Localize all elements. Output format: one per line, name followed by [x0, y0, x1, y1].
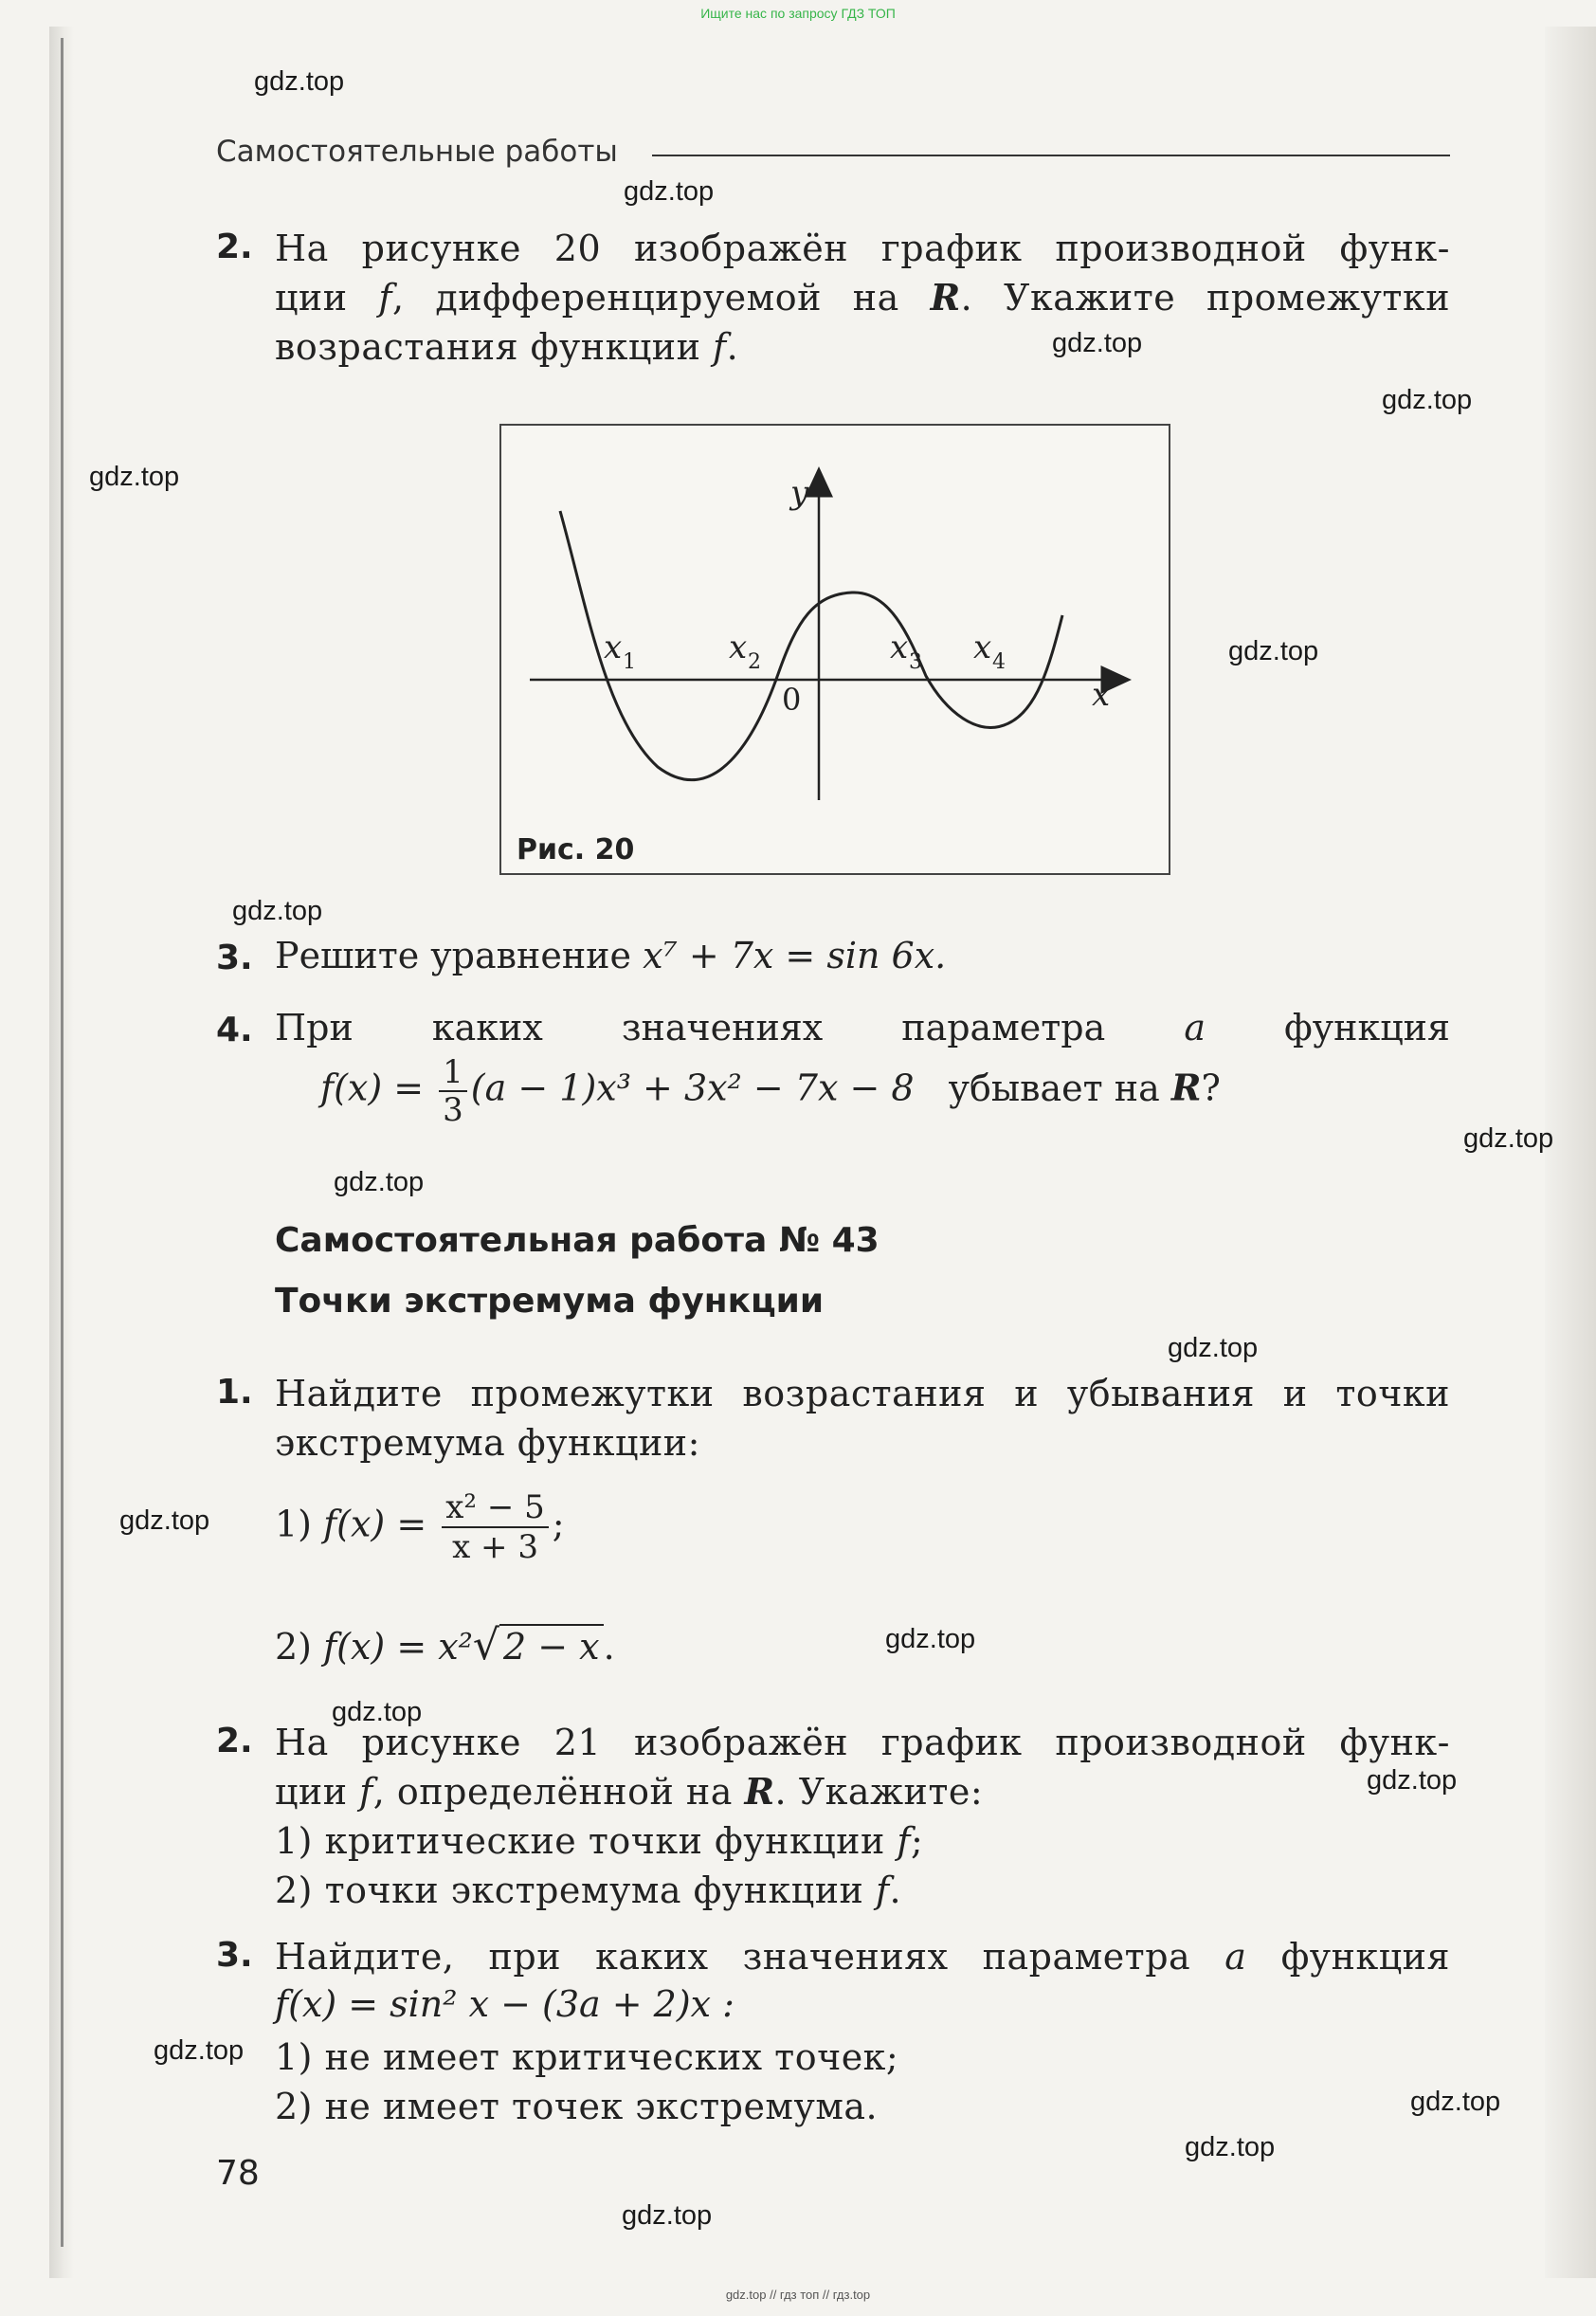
task-text-line: возрастания функции f. [275, 326, 739, 368]
bottom-note[interactable]: gdz.top // гдз топ // гдз.top [725, 2288, 871, 2302]
task-number: 2. [216, 228, 253, 266]
task-number: 2. [216, 1722, 253, 1760]
work-title: Самостоятельная работа № 43 [275, 1221, 880, 1260]
running-header: Самостоятельные работы [216, 135, 618, 169]
task-text-line: При каких значениях параметра a функция [275, 1007, 1450, 1049]
task-text-line: ции f, определённой на R. Укажите: [275, 1770, 984, 1813]
formula-line: 1) f(x) = $\frac{\text{x² − 5}}{x + 3}$ ; [275, 1488, 565, 1566]
watermark: gdz.top [1228, 636, 1319, 666]
task-text-line: Найдите промежутки возрастания и убывания и точки [275, 1373, 1450, 1414]
x2-subscript: 2 [748, 650, 761, 674]
x3-subscript: 3 [909, 650, 922, 674]
task-number: 3. [216, 1936, 253, 1975]
derivative-graph [501, 426, 1169, 873]
watermark: gdz.top [622, 2200, 713, 2231]
x-axis-label: x [1092, 676, 1111, 714]
watermark: gdz.top [232, 896, 323, 926]
formula-line: f(x) = sin² x − (3a + 2)x : [275, 1983, 735, 2025]
task-text-line: экстремума функции: [275, 1422, 700, 1464]
task-text-line: 1) не имеет критических точек; [275, 2036, 899, 2078]
watermark: gdz.top [254, 66, 345, 97]
page-number: 78 [216, 2154, 260, 2193]
task-number: 3. [216, 939, 253, 977]
watermark: gdz.top [334, 1167, 425, 1197]
task-text-line: 1) критические точки функции f; [275, 1820, 924, 1862]
watermark: gdz.top [1367, 1765, 1458, 1796]
task-text-line: На рисунке 21 изображён график производной функ- [275, 1722, 1450, 1763]
y-axis-label: y [790, 474, 809, 512]
x3-label: x [890, 629, 909, 666]
formula-line: f(x) = $\frac{1}{3}$ (a − 1)x³ + 3x² − 7x − 8 убывает на R? [320, 1053, 1221, 1129]
header-rule [652, 155, 1450, 156]
task-text-line: 2) не имеет точек экстремума. [275, 2086, 879, 2127]
figure-caption: Рис. 20 [517, 833, 635, 866]
x2-label: x [729, 629, 748, 666]
task-text-line: 2) точки экстремума функции f. [275, 1869, 902, 1911]
x1-subscript: 1 [623, 650, 636, 674]
watermark: gdz.top [1382, 385, 1473, 415]
x4-subscript: 4 [992, 650, 1006, 674]
x1-label: x [604, 629, 623, 666]
watermark: gdz.top [154, 2035, 245, 2066]
task-text-line: Найдите, при каких значениях параметра a функция [275, 1936, 1450, 1978]
page-binding-line [61, 38, 63, 2247]
watermark: gdz.top [89, 462, 180, 492]
formula-line: 2) f(x) = x²√ 2 − x . [275, 1621, 615, 1669]
task-number: 4. [216, 1011, 253, 1049]
task-text-line: Решите уравнение x⁷ + 7x = sin 6x. [275, 935, 947, 976]
work-subtitle: Точки экстремума функции [275, 1282, 825, 1321]
task-text-line: На рисунке 20 изображён график производной функ- [275, 228, 1450, 269]
top-note[interactable]: Ищите нас по запросу ГДЗ ТОП [700, 6, 896, 21]
watermark: gdz.top [332, 1697, 423, 1727]
origin-label: 0 [782, 682, 802, 718]
watermark: gdz.top [1463, 1123, 1554, 1154]
watermark: gdz.top [1410, 2087, 1501, 2117]
watermark: gdz.top [1185, 2132, 1276, 2162]
watermark: gdz.top [119, 1505, 210, 1536]
watermark: gdz.top [885, 1624, 976, 1654]
x4-label: x [973, 629, 992, 666]
task-text-line: ции f, дифференцируемой на R. Укажите промежутки [275, 276, 1451, 319]
watermark: gdz.top [624, 176, 715, 207]
task-number: 1. [216, 1373, 253, 1412]
watermark: gdz.top [1168, 1333, 1259, 1363]
watermark: gdz.top [1052, 328, 1143, 358]
figure-20 [499, 424, 1170, 875]
